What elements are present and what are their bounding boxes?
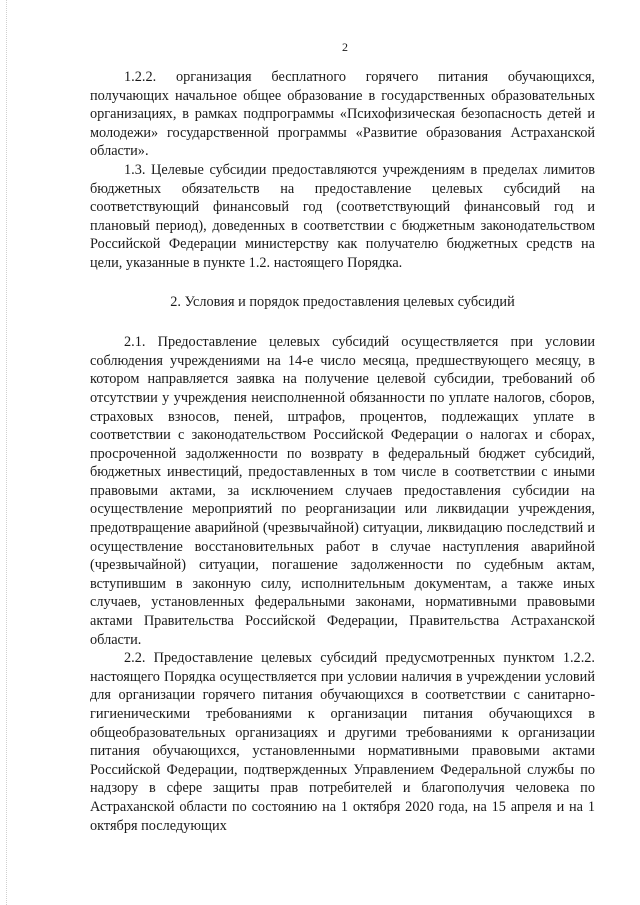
page-number: 2 [342, 40, 348, 54]
page-edge-divider [6, 0, 8, 905]
paragraph-2-1: 2.1. Предоставление целевых субсидий осуществляется при условии соблюдения учреждениями на 14-е число месяца, предшествующего месяцу, в котором направляется заявка на получение целевой субсидии, требований об отсутствии у учреждения неисполненной обязанности по уплате налогов, сборов, страховых взносов, пеней, штрафов, процентов, подлежащих уплате в соответствии с законодательством Российской Федерации о налогах и сборах, просроченной задолженности по возврату в федеральный бюджет субсидий, бюджетных инвестиций, предоставленных в том числе в соответствии с иными правовыми актами, за исключением случаев предоставления субсидии на осуществление мероприятий по реорганизации или ликвидации учреждения, предотвращение аварийной (чрезвычайной) ситуации, ликвидацию последствий и осуществление восстановительных работ в случае наступления аварийной (чрезвычайной) ситуации, погашение задолженности по судебным актам, вступившим в законную силу, исполнительным документам, а также иных случаев, установленных федеральными законами, нормативными правовыми актами Правительства Российской Федерации, Правительства Астраханской области. [90, 334, 595, 648]
paragraph-2-2: 2.2. Предоставление целевых субсидий предусмотренных пунктом 1.2.2. настоящего Порядка осуществляется при условии наличия в учреждении условий для организации горячего питания обучающихся в соответствии с санитарно-гигиеническими требованиями к организации питания обучающихся в общеобразовательных организациях и другими требованиями к организации питания обучающихся, установленными нормативными правовыми актами Российской Федерации, подтвержденных Управлением Федеральной службы по надзору в сфере защиты прав потребителей и благополучия человека по Астраханской области по состоянию на 1 октября 2020 года, на 15 апреля и на 1 октября последующих [90, 650, 595, 834]
paragraph-1-2-2: 1.2.2. организация бесплатного горячего питания обучающихся, получающих начальное общее образование в государственных образовательных организациях, в рамках подпрограммы «Психофизическая безопасность детей и молодежи» государственной программы «Развитие образования Астраханской области». [90, 69, 595, 160]
document-body [90, 68, 595, 835]
paragraph-1-3: 1.3. Целевые субсидии предоставляются учреждениям в пределах лимитов бюджетных обязательств на предоставление целевых субсидий на соответствующий финансовый год (соответствующий финансовый год и плановый период), доведенных в соответствии с бюджетным законодательством Российской Федерации министерству как получателю бюджетных средств на цели, указанные в пункте 1.2. настоящего Порядка. [90, 161, 595, 271]
section-heading: 2. Условия и порядок предоставления целевых субсидий [170, 293, 515, 310]
